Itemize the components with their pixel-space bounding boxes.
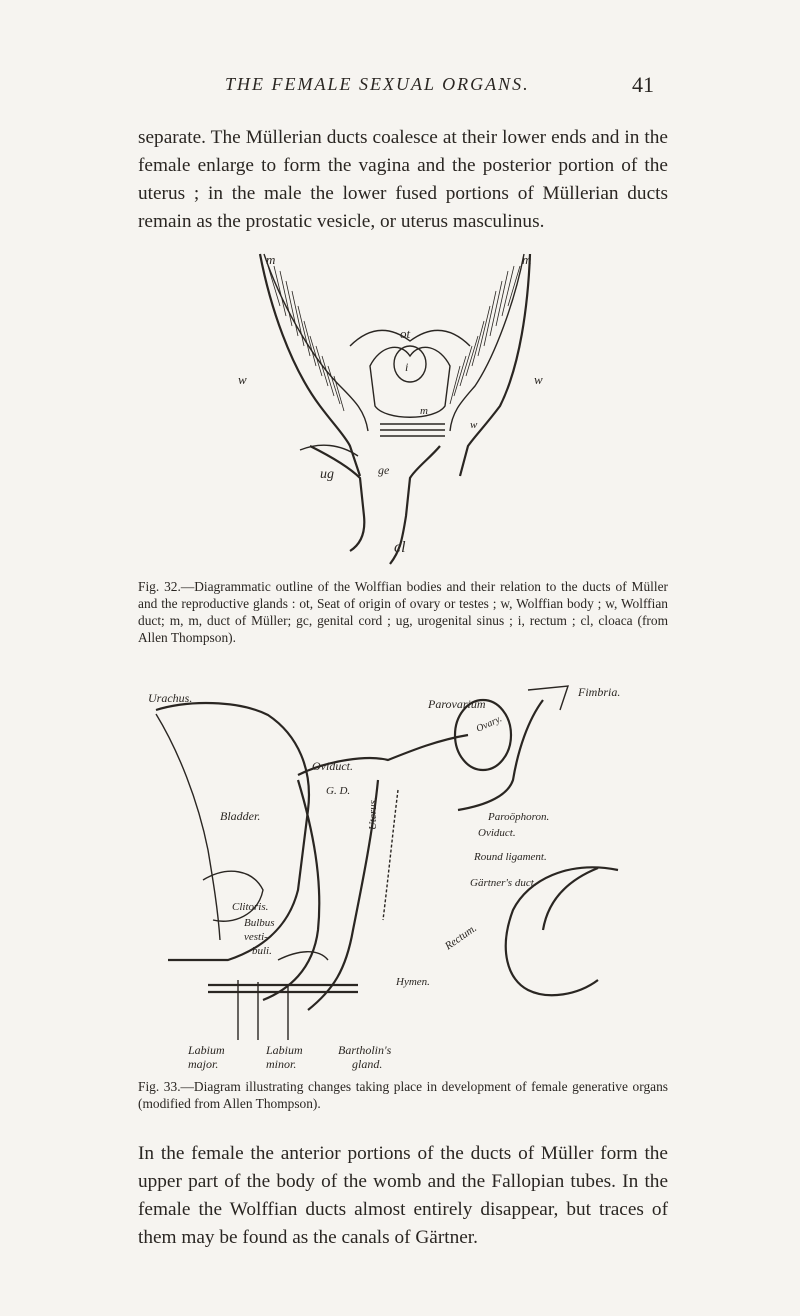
label-vesti: vesti- [244, 931, 268, 943]
paragraph-bottom: In the female the anterior portions of the ducts of Müller form the upper part of the body of the womb and the Fallopian tubes. In the female the Wolffian ducts almost entirely disappear, but traces of them may be found as the canals of Gärtner. [138, 1143, 668, 1248]
left-wolffian-outline [260, 254, 360, 476]
right-wolffian-outline [460, 254, 530, 476]
label-oviduct-right: Oviduct. [478, 827, 516, 839]
rectum-inner [543, 868, 598, 930]
label-cl: cl [394, 539, 406, 556]
rectum-loop [394, 346, 426, 382]
figure-32 [240, 246, 580, 566]
label-m-left: m [266, 252, 276, 267]
label-buli: buli. [252, 945, 272, 957]
label-labium-major-1: Labium [188, 1043, 225, 1057]
hymen-arc [278, 952, 328, 960]
genital-cord [380, 424, 445, 436]
label-w-right: w [534, 372, 543, 387]
label-m-center: m [420, 405, 428, 417]
gartner-duct-line [383, 790, 398, 920]
label-ug: ug [320, 467, 334, 482]
label-gd: G. D. [326, 785, 351, 797]
label-bladder: Bladder. [220, 809, 261, 823]
label-oviduct-top: Oviduct. [312, 759, 353, 773]
label-round-ligament: Round ligament. [474, 851, 547, 863]
left-wolffian-hatching [268, 266, 344, 411]
label-ovary: Ovary. [474, 713, 504, 735]
bladder-outline [156, 703, 309, 960]
figure-32-diagram [240, 246, 580, 566]
label-urachus: Urachus. [148, 691, 193, 705]
label-labium-minor-2: minor. [266, 1057, 297, 1071]
label-w-left: w [238, 372, 247, 387]
page-number: 41 [632, 72, 654, 97]
label-labium-minor-1: Labium [266, 1043, 303, 1057]
label-bartholin-1: Bartholin's [338, 1043, 392, 1057]
label-w-small: w [470, 419, 478, 431]
figure-33-diagram [148, 680, 678, 1080]
figure-33 [148, 680, 678, 1080]
label-rectum: Rectum. [442, 922, 479, 953]
right-duct-inner [450, 254, 524, 431]
figure-33-caption: Fig. 33.—Diagram illustrating changes taking place in development of female generative organs (modified from Allen Thompson). [138, 1079, 668, 1111]
label-fimbria: Fimbria. [578, 685, 621, 699]
label-gartner-duct: Gärtner's duct. [470, 877, 537, 889]
label-paroophoron: Paroöphoron. [488, 811, 550, 823]
left-duct-inner [264, 254, 368, 431]
labia-lines [238, 980, 288, 1040]
label-m-right: m [522, 252, 532, 267]
label-uterus: Uterus. [367, 797, 379, 830]
figure-32-caption: Fig. 32.—Diagrammatic outline of the Wolffian bodies and their relation to the ducts of Müller and the reproductive glands : ot, Seat of origin of ovary or testes ; w, Wolffian body ; w, Wolffian duct; m, m, duct of Müller; gc, genital cord ; ug, urogenital sinus ; i, rectum ; cl, cloaca (from Allen Thompson). [138, 579, 668, 645]
label-ot: ot [400, 326, 411, 341]
label-clitoris: Clitoris. [232, 901, 269, 913]
label-parovarium: Parovarium [428, 697, 486, 711]
label-hymen: Hymen. [396, 976, 430, 988]
running-title: THE FEMALE SEXUAL ORGANS. [225, 74, 530, 94]
label-labium-major-2: major. [188, 1057, 219, 1071]
paragraph-top: separate. The Müllerian ducts coalesce at their lower ends and in the female enlarge to form the vagina and the posterior portion of the uterus ; in the male the lower fused portions of Müllerian ducts remain as the prostatic vesicle, or uterus masculinus. [138, 127, 668, 232]
label-bartholin-2: gland. [352, 1057, 383, 1071]
fimbria-tip [528, 686, 568, 710]
urachus-line [156, 714, 220, 940]
uterus-left [263, 780, 319, 1000]
label-ge: ge [378, 463, 390, 477]
label-i: i [405, 360, 409, 374]
label-bulbus: Bulbus [244, 917, 275, 929]
